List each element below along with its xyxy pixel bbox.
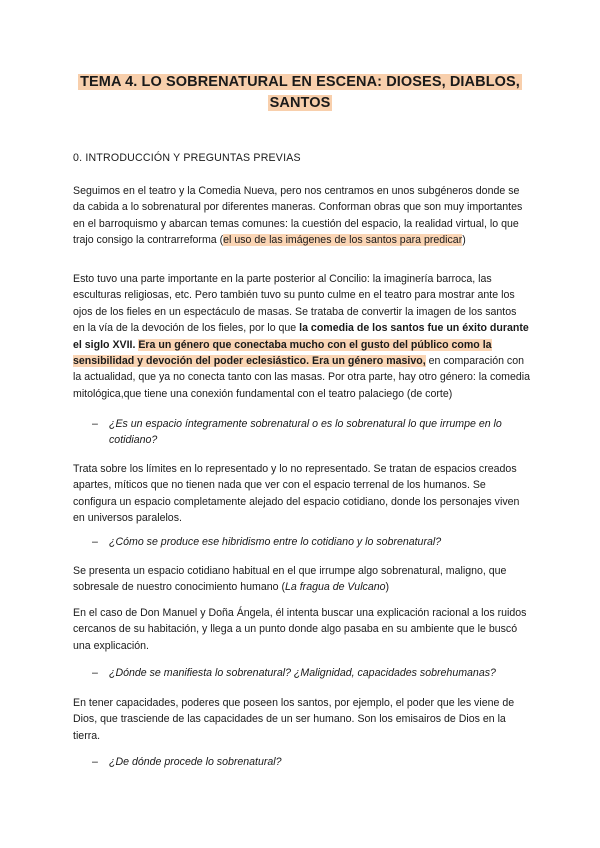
- bold-highlighted-text: Era un género que conectaba mucho con el gusto del público como la sensibilidad y devoción del poder eclesiástico. Era un género masivo,: [73, 338, 492, 368]
- title-line-1: TEMA 4. LO SOBRENATURAL EN ESCENA: DIOSES, DIABLOS,: [80, 74, 520, 90]
- question-1: – ¿Es un espacio íntegramente sobrenatural o es lo sobrenatural lo que irrumpe en lo cotidiano?: [92, 418, 502, 447]
- dash-bullet: –: [92, 756, 98, 768]
- paragraph-3: Trata sobre los límites en lo representado y lo no representado. Se tratan de espacios creados apartes, míticos que no tienen nada que ver con el espacio terrenal de los humanos. Se configura un espacio completamente alejado del espacio cotidiano, donde los personajes viven en universos paralelos.: [73, 463, 520, 525]
- section-heading: 0. INTRODUCCIÓN Y PREGUNTAS PREVIAS: [73, 152, 301, 164]
- title-line-2: SANTOS: [269, 95, 331, 111]
- paragraph-6: En tener capacidades, poderes que poseen los santos, por ejemplo, el poder que les viene de Dios, que trasciende de las capacidades de un ser humano. Son los emisairos de Dios en la tierra.: [73, 697, 515, 742]
- question-2: – ¿Cómo se produce ese hibridismo entre lo cotidiano y lo sobrenatural?: [92, 534, 532, 550]
- dash-bullet: –: [92, 667, 98, 679]
- paragraph-5: En el caso de Don Manuel y Doña Ángela, él intenta buscar una explicación racional a los ruidos cercanos de su habitación, y llega a un punto donde algo pasaba en su ambiente que le buscó una explicación.: [73, 607, 527, 652]
- paragraph-1: Seguimos en el teatro y la Comedia Nueva, pero nos centramos en unos subgéneros donde se da cabida a lo sobrenatural por diferentes maneras. Conforman obras que son muy importantes en el barroquismo y abarcan temas comunes: la cuestión del espacio, la realidad virtual, lo que trajo consigo la contrarreforma (el uso de las imágenes de los santos para predicar): [73, 185, 523, 247]
- page-title: [60, 72, 540, 114]
- question-4: – ¿De dónde procede lo sobrenatural?: [92, 754, 532, 770]
- question-3: – ¿Dónde se manifiesta lo sobrenatural? ¿Malignidad, capacidades sobrehumanas?: [92, 665, 532, 681]
- highlighted-text: el uso de las imágenes de los santos para predicar: [223, 234, 463, 247]
- dash-bullet: –: [92, 536, 98, 548]
- bold-text: la comedia de los santos fue un éxito durante el siglo XVII.: [73, 322, 529, 351]
- dash-bullet: –: [92, 418, 98, 430]
- paragraph-2: Esto tuvo una parte importante en la parte posterior al Concilio: la imaginería barroca, las esculturas religiosas, etc. Pero también tuvo su punto culme en el teatro para mostrar ante los ojos de los fieles en un espectáculo de masas. Se trataba de convertir la imagen de los santos en la vía de la devoción de los fieles, por lo que la comedia de los santos fue un éxito durante el siglo XVII. Era un género que conectaba mucho con el gusto del público como la sensibilidad y devoción del poder eclesiástico. Era un género masivo, en comparación con la actualidad, que ya no conecta tanto con las masas. Por otra parte, hay otro género: la comedia mitológica,que tiene una conexión fundamental con el teatro palaciego (de corte): [73, 273, 530, 400]
- paragraph-4: Se presenta un espacio cotidiano habitual en el que irrumpe algo sobrenatural, maligno, que sobresale de nuestro conocimiento humano (La fragua de Vulcano): [73, 565, 507, 594]
- italic-title: La fragua de Vulcano: [285, 581, 386, 594]
